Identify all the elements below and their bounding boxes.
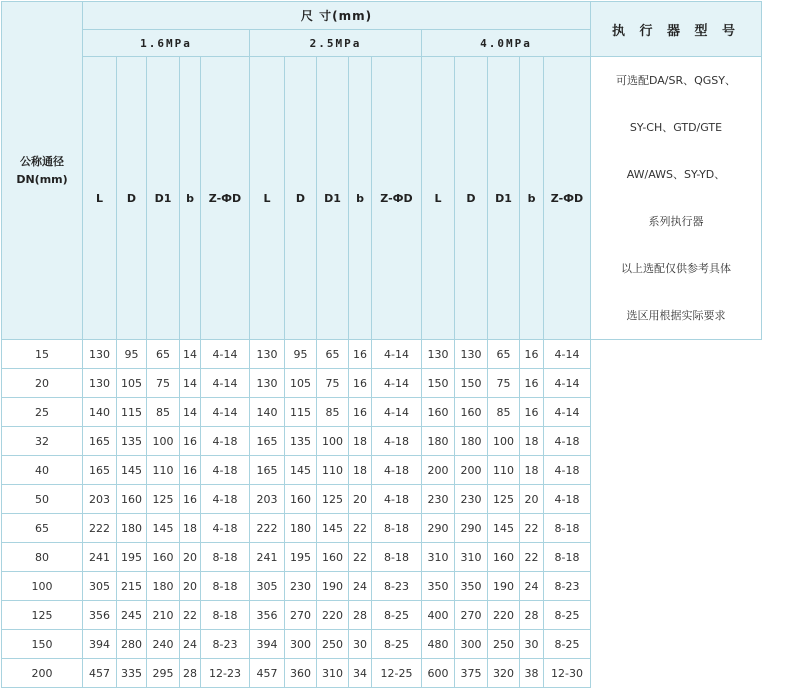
value-cell: 145 bbox=[488, 514, 520, 543]
value-cell: 145 bbox=[317, 514, 349, 543]
value-cell: 394 bbox=[250, 630, 285, 659]
value-cell: 4-18 bbox=[372, 456, 422, 485]
value-cell: 222 bbox=[83, 514, 117, 543]
value-cell: 160 bbox=[117, 485, 147, 514]
value-cell: 100 bbox=[147, 427, 180, 456]
value-cell: 130 bbox=[455, 340, 488, 369]
actuator-notes bbox=[591, 57, 762, 340]
value-cell: 24 bbox=[349, 572, 372, 601]
col-d1-2-5: D1 bbox=[317, 57, 349, 340]
dn-header-name: 公称通径 bbox=[20, 154, 64, 168]
value-cell: 600 bbox=[422, 659, 455, 688]
table-row bbox=[2, 369, 762, 398]
value-cell: 8-18 bbox=[201, 572, 250, 601]
value-cell: 130 bbox=[83, 340, 117, 369]
value-cell: 20 bbox=[180, 543, 201, 572]
value-cell: 203 bbox=[250, 485, 285, 514]
spec-table bbox=[1, 1, 762, 688]
value-cell: 4-14 bbox=[544, 340, 591, 369]
value-cell: 18 bbox=[520, 456, 544, 485]
value-cell: 160 bbox=[317, 543, 349, 572]
value-cell: 4-14 bbox=[201, 369, 250, 398]
value-cell: 14 bbox=[180, 369, 201, 398]
value-cell: 356 bbox=[83, 601, 117, 630]
value-cell: 105 bbox=[117, 369, 147, 398]
value-cell: 457 bbox=[250, 659, 285, 688]
value-cell: 270 bbox=[285, 601, 317, 630]
value-cell: 4-18 bbox=[201, 427, 250, 456]
value-cell: 8-23 bbox=[544, 572, 591, 601]
col-d-4-0: D bbox=[455, 57, 488, 340]
value-cell: 115 bbox=[285, 398, 317, 427]
value-cell: 12-23 bbox=[201, 659, 250, 688]
table-row bbox=[2, 485, 762, 514]
value-cell: 110 bbox=[488, 456, 520, 485]
table-row bbox=[2, 630, 762, 659]
value-cell: 190 bbox=[488, 572, 520, 601]
value-cell: 241 bbox=[83, 543, 117, 572]
dn-cell: 20 bbox=[2, 369, 83, 398]
value-cell: 160 bbox=[455, 398, 488, 427]
value-cell: 75 bbox=[147, 369, 180, 398]
value-cell: 245 bbox=[117, 601, 147, 630]
value-cell: 180 bbox=[117, 514, 147, 543]
table-row bbox=[2, 340, 762, 369]
dn-header-unit: DN(mm) bbox=[16, 172, 68, 186]
value-cell: 115 bbox=[117, 398, 147, 427]
value-cell: 130 bbox=[83, 369, 117, 398]
value-cell: 125 bbox=[147, 485, 180, 514]
value-cell: 20 bbox=[520, 485, 544, 514]
value-cell: 8-25 bbox=[544, 601, 591, 630]
note-line: 选区用根据实际要求 bbox=[626, 309, 726, 322]
value-cell: 160 bbox=[147, 543, 180, 572]
value-cell: 270 bbox=[455, 601, 488, 630]
pressure-header-4-0: 4.0MPa bbox=[422, 30, 591, 57]
value-cell: 22 bbox=[520, 543, 544, 572]
value-cell: 8-25 bbox=[544, 630, 591, 659]
value-cell: 4-14 bbox=[201, 398, 250, 427]
value-cell: 150 bbox=[422, 369, 455, 398]
value-cell: 28 bbox=[520, 601, 544, 630]
value-cell: 195 bbox=[285, 543, 317, 572]
value-cell: 4-18 bbox=[201, 456, 250, 485]
col-b-4-0: b bbox=[520, 57, 544, 340]
value-cell: 320 bbox=[488, 659, 520, 688]
value-cell: 305 bbox=[83, 572, 117, 601]
value-cell: 16 bbox=[349, 340, 372, 369]
value-cell: 8-18 bbox=[544, 514, 591, 543]
dn-cell: 100 bbox=[2, 572, 83, 601]
value-cell: 4-14 bbox=[201, 340, 250, 369]
value-cell: 4-18 bbox=[544, 427, 591, 456]
value-cell: 295 bbox=[147, 659, 180, 688]
value-cell: 310 bbox=[422, 543, 455, 572]
value-cell: 75 bbox=[488, 369, 520, 398]
value-cell: 75 bbox=[317, 369, 349, 398]
value-cell: 130 bbox=[250, 369, 285, 398]
col-d1-4-0: D1 bbox=[488, 57, 520, 340]
col-b-1-6: b bbox=[180, 57, 201, 340]
value-cell: 160 bbox=[422, 398, 455, 427]
value-cell: 145 bbox=[147, 514, 180, 543]
value-cell: 125 bbox=[488, 485, 520, 514]
value-cell: 180 bbox=[285, 514, 317, 543]
col-l-2-5: L bbox=[250, 57, 285, 340]
note-line: 以上选配仅供参考具体 bbox=[621, 262, 731, 275]
value-cell: 4-14 bbox=[372, 340, 422, 369]
value-cell: 4-14 bbox=[372, 398, 422, 427]
col-l-4-0: L bbox=[422, 57, 455, 340]
value-cell: 180 bbox=[455, 427, 488, 456]
value-cell: 140 bbox=[83, 398, 117, 427]
value-cell: 8-25 bbox=[372, 601, 422, 630]
value-cell: 85 bbox=[317, 398, 349, 427]
value-cell: 250 bbox=[317, 630, 349, 659]
table-row bbox=[2, 572, 762, 601]
dn-cell: 15 bbox=[2, 340, 83, 369]
value-cell: 85 bbox=[147, 398, 180, 427]
value-cell: 8-18 bbox=[372, 543, 422, 572]
value-cell: 8-23 bbox=[372, 572, 422, 601]
value-cell: 310 bbox=[317, 659, 349, 688]
value-cell: 240 bbox=[147, 630, 180, 659]
table-row bbox=[2, 456, 762, 485]
value-cell: 4-18 bbox=[201, 514, 250, 543]
value-cell: 16 bbox=[180, 456, 201, 485]
value-cell: 360 bbox=[285, 659, 317, 688]
value-cell: 8-18 bbox=[201, 543, 250, 572]
value-cell: 65 bbox=[317, 340, 349, 369]
value-cell: 300 bbox=[285, 630, 317, 659]
value-cell: 4-14 bbox=[372, 369, 422, 398]
col-d-2-5: D bbox=[285, 57, 317, 340]
value-cell: 110 bbox=[147, 456, 180, 485]
value-cell: 22 bbox=[349, 514, 372, 543]
col-b-2-5: b bbox=[349, 57, 372, 340]
value-cell: 110 bbox=[317, 456, 349, 485]
value-cell: 160 bbox=[488, 543, 520, 572]
value-cell: 145 bbox=[117, 456, 147, 485]
table-row bbox=[2, 659, 762, 688]
value-cell: 165 bbox=[83, 456, 117, 485]
note-line: AW/AWS、SY-YD、 bbox=[626, 168, 726, 181]
value-cell: 165 bbox=[250, 456, 285, 485]
value-cell: 30 bbox=[520, 630, 544, 659]
note-line: SY-CH、GTD/GTE bbox=[629, 121, 723, 134]
dn-cell: 50 bbox=[2, 485, 83, 514]
value-cell: 300 bbox=[455, 630, 488, 659]
value-cell: 375 bbox=[455, 659, 488, 688]
value-cell: 12-30 bbox=[544, 659, 591, 688]
actuator-header: 执 行 器 型 号 bbox=[591, 2, 762, 57]
value-cell: 14 bbox=[180, 340, 201, 369]
value-cell: 160 bbox=[285, 485, 317, 514]
table-row bbox=[2, 601, 762, 630]
value-cell: 220 bbox=[317, 601, 349, 630]
value-cell: 16 bbox=[520, 340, 544, 369]
dn-cell: 200 bbox=[2, 659, 83, 688]
pressure-header-2-5: 2.5MPa bbox=[250, 30, 422, 57]
value-cell: 203 bbox=[83, 485, 117, 514]
pressure-header-1-6: 1.6MPa bbox=[83, 30, 250, 57]
value-cell: 335 bbox=[117, 659, 147, 688]
value-cell: 220 bbox=[488, 601, 520, 630]
value-cell: 22 bbox=[180, 601, 201, 630]
value-cell: 20 bbox=[180, 572, 201, 601]
value-cell: 24 bbox=[520, 572, 544, 601]
value-cell: 4-14 bbox=[544, 398, 591, 427]
value-cell: 12-25 bbox=[372, 659, 422, 688]
value-cell: 250 bbox=[488, 630, 520, 659]
value-cell: 4-18 bbox=[201, 485, 250, 514]
col-zd-1-6: Z-ФD bbox=[201, 57, 250, 340]
value-cell: 241 bbox=[250, 543, 285, 572]
value-cell: 20 bbox=[349, 485, 372, 514]
value-cell: 230 bbox=[455, 485, 488, 514]
col-l-1-6: L bbox=[83, 57, 117, 340]
dn-cell: 80 bbox=[2, 543, 83, 572]
value-cell: 180 bbox=[422, 427, 455, 456]
value-cell: 125 bbox=[317, 485, 349, 514]
value-cell: 4-18 bbox=[372, 485, 422, 514]
dn-header bbox=[2, 2, 83, 340]
value-cell: 215 bbox=[117, 572, 147, 601]
value-cell: 16 bbox=[180, 427, 201, 456]
value-cell: 130 bbox=[422, 340, 455, 369]
value-cell: 200 bbox=[455, 456, 488, 485]
value-cell: 150 bbox=[455, 369, 488, 398]
value-cell: 222 bbox=[250, 514, 285, 543]
value-cell: 4-18 bbox=[544, 485, 591, 514]
value-cell: 350 bbox=[455, 572, 488, 601]
col-zd-2-5: Z-ФD bbox=[372, 57, 422, 340]
value-cell: 22 bbox=[349, 543, 372, 572]
table-row bbox=[2, 398, 762, 427]
table-row bbox=[2, 427, 762, 456]
value-cell: 135 bbox=[285, 427, 317, 456]
table-row bbox=[2, 543, 762, 572]
value-cell: 105 bbox=[285, 369, 317, 398]
value-cell: 24 bbox=[180, 630, 201, 659]
value-cell: 16 bbox=[520, 398, 544, 427]
dn-cell: 32 bbox=[2, 427, 83, 456]
value-cell: 4-14 bbox=[544, 369, 591, 398]
value-cell: 394 bbox=[83, 630, 117, 659]
value-cell: 200 bbox=[422, 456, 455, 485]
table-row bbox=[2, 514, 762, 543]
value-cell: 38 bbox=[520, 659, 544, 688]
value-cell: 400 bbox=[422, 601, 455, 630]
value-cell: 130 bbox=[250, 340, 285, 369]
value-cell: 65 bbox=[147, 340, 180, 369]
value-cell: 16 bbox=[349, 398, 372, 427]
value-cell: 85 bbox=[488, 398, 520, 427]
value-cell: 16 bbox=[180, 485, 201, 514]
dn-cell: 150 bbox=[2, 630, 83, 659]
value-cell: 28 bbox=[349, 601, 372, 630]
dn-cell: 65 bbox=[2, 514, 83, 543]
value-cell: 4-18 bbox=[372, 427, 422, 456]
value-cell: 140 bbox=[250, 398, 285, 427]
col-zd-4-0: Z-ФD bbox=[544, 57, 591, 340]
value-cell: 457 bbox=[83, 659, 117, 688]
dimensions-header: 尺 寸(mm) bbox=[83, 2, 591, 30]
value-cell: 16 bbox=[520, 369, 544, 398]
value-cell: 8-25 bbox=[372, 630, 422, 659]
value-cell: 190 bbox=[317, 572, 349, 601]
value-cell: 95 bbox=[117, 340, 147, 369]
value-cell: 100 bbox=[488, 427, 520, 456]
value-cell: 8-18 bbox=[544, 543, 591, 572]
value-cell: 195 bbox=[117, 543, 147, 572]
value-cell: 230 bbox=[422, 485, 455, 514]
value-cell: 135 bbox=[117, 427, 147, 456]
col-d-1-6: D bbox=[117, 57, 147, 340]
value-cell: 290 bbox=[455, 514, 488, 543]
value-cell: 8-18 bbox=[372, 514, 422, 543]
value-cell: 8-18 bbox=[201, 601, 250, 630]
value-cell: 30 bbox=[349, 630, 372, 659]
value-cell: 280 bbox=[117, 630, 147, 659]
value-cell: 18 bbox=[520, 427, 544, 456]
value-cell: 16 bbox=[349, 369, 372, 398]
dn-cell: 125 bbox=[2, 601, 83, 630]
value-cell: 18 bbox=[180, 514, 201, 543]
value-cell: 290 bbox=[422, 514, 455, 543]
value-cell: 305 bbox=[250, 572, 285, 601]
note-line: 系列执行器 bbox=[648, 215, 704, 228]
value-cell: 356 bbox=[250, 601, 285, 630]
value-cell: 65 bbox=[488, 340, 520, 369]
table-body bbox=[2, 340, 762, 688]
value-cell: 100 bbox=[317, 427, 349, 456]
value-cell: 310 bbox=[455, 543, 488, 572]
value-cell: 230 bbox=[285, 572, 317, 601]
value-cell: 165 bbox=[250, 427, 285, 456]
value-cell: 34 bbox=[349, 659, 372, 688]
value-cell: 210 bbox=[147, 601, 180, 630]
value-cell: 28 bbox=[180, 659, 201, 688]
value-cell: 145 bbox=[285, 456, 317, 485]
value-cell: 8-23 bbox=[201, 630, 250, 659]
value-cell: 350 bbox=[422, 572, 455, 601]
value-cell: 95 bbox=[285, 340, 317, 369]
value-cell: 22 bbox=[520, 514, 544, 543]
note-line: 可选配DA/SR、QGSY、 bbox=[615, 74, 737, 87]
value-cell: 480 bbox=[422, 630, 455, 659]
col-d1-1-6: D1 bbox=[147, 57, 180, 340]
dn-cell: 25 bbox=[2, 398, 83, 427]
value-cell: 180 bbox=[147, 572, 180, 601]
value-cell: 18 bbox=[349, 427, 372, 456]
dn-cell: 40 bbox=[2, 456, 83, 485]
value-cell: 14 bbox=[180, 398, 201, 427]
value-cell: 18 bbox=[349, 456, 372, 485]
value-cell: 165 bbox=[83, 427, 117, 456]
value-cell: 4-18 bbox=[544, 456, 591, 485]
